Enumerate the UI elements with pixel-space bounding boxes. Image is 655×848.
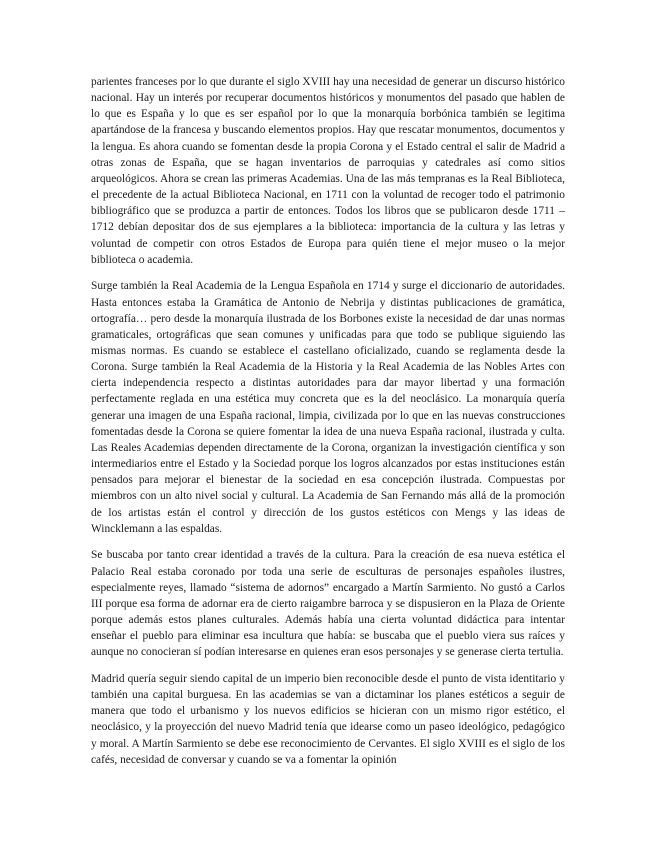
paragraph-1: parientes franceses por lo que durante el siglo XVIII hay una necesidad de generar un discurso histórico nacional. Hay un interés por recuperar documentos históricos y monumentos del pasado que hablen de lo que es España y lo que es ser español por lo que la monarquía borbónica también se legitima apartándose de la francesa y buscando elementos propios. Hay que rescatar monumentos, documentos y la lengua. Es ahora cuando se fomentan desde la propia Corona y el Estado central el salir de Madrid a otras zonas de España, que se hagan inventarios de parroquias y catedrales así como sitios arqueológicos. Ahora se crean las primeras Academias. Una de las más tempranas es la Real Biblioteca, el precedente de la actual Biblioteca Nacional, en 1711 con la voluntad de recoger todo el patrimonio bibliográfico que se produzca a partir de entonces. Todos los libros que se publicaron desde 1711 – 1712 debían depositar dos de sus ejemplares a la biblioteca: importancia de la cultura y las letras y voluntad de competir con otros Estados de Europa para quién tiene el mejor museo o la mejor biblioteca o academia. <box>91 76 565 266</box>
paragraph-4: Madrid quería seguir siendo capital de un imperio bien reconocible desde el punto de vista identitario y también una capital burguesa. En las academias se van a dictaminar los planes estéticos a seguir de manera que todo el urbanismo y los nuevos edificios se hicieran con un mismo rigor estético, el neoclásico, y la proyección del nuevo Madrid tenía que idearse como un paseo ideológico, pedagógico y moral. A Martín Sarmiento se debe ese reconocimiento de Cervantes. El siglo XVIII es el siglo de los cafés, necesidad de conversar y cuando se va a fomentar la opinión <box>91 672 565 766</box>
paragraph-2: Surge también la Real Academia de la Lengua Española en 1714 y surge el diccionario de autoridades. Hasta entonces estaba la Gramática de Antonio de Nebrija y distintas publicaciones de gramática, ortografía… pero desde la monarquía ilustrada de los Borbones existe la necesidad de dar unas normas gramaticales, ortográficas que sean comunes y unificadas para que todo se publique siguiendo las mismas normas. Es cuando se establece el castellano oficializado, cuando se reglamenta desde la Corona. Surge también la Real Academia de la Historia y la Real Academia de las Nobles Artes con cierta independencia respecto a distintas autoridades para dar mayor libertad y una formación perfectamente reglada en una estética muy concreta que es la del neoclásico. La monarquía quería generar una imagen de una España racional, limpia, civilizada por lo que en las nuevas construcciones fomentadas desde la Corona se quiere fomentar la idea de una nueva España racional, ilustrada y culta. Las Reales Academias dependen directamente de la Corona, organizan la investigación científica y son intermediarios entre el Estado y la Sociedad porque los logros alcanzados por estas instituciones están pensados para mejorar el bienestar de la sociedad en esa concepción ilustrada. Compuestas por miembros con un alto nivel social y cultural. La Academia de San Fernando más allá de la promoción de los artistas están el control y dirección de los gustos estéticos con Mengs y las ideas de Wincklemann a las espaldas. <box>91 280 565 535</box>
paragraph-3: Se buscaba por tanto crear identidad a través de la cultura. Para la creación de esa nueva estética el Palacio Real estaba coronado por toda una serie de esculturas de personajes españoles ilustres, especialmente reyes, llamado “sistema de adornos” encargado a Martín Sarmiento. No gustó a Carlos III porque esa forma de adornar era de cierto raigambre barroca y se dispusieron en la Plaza de Oriente porque además estos planes culturales. Además había una cierta voluntad didáctica para intentar enseñar el pueblo para eliminar esa incultura que había: se buscaba que el pueblo viera sus raíces y aunque no conocieran sí podían interesarse en quienes eran esos personajes y se generase cierta tertulia. <box>91 549 565 659</box>
document-page <box>91 74 565 768</box>
